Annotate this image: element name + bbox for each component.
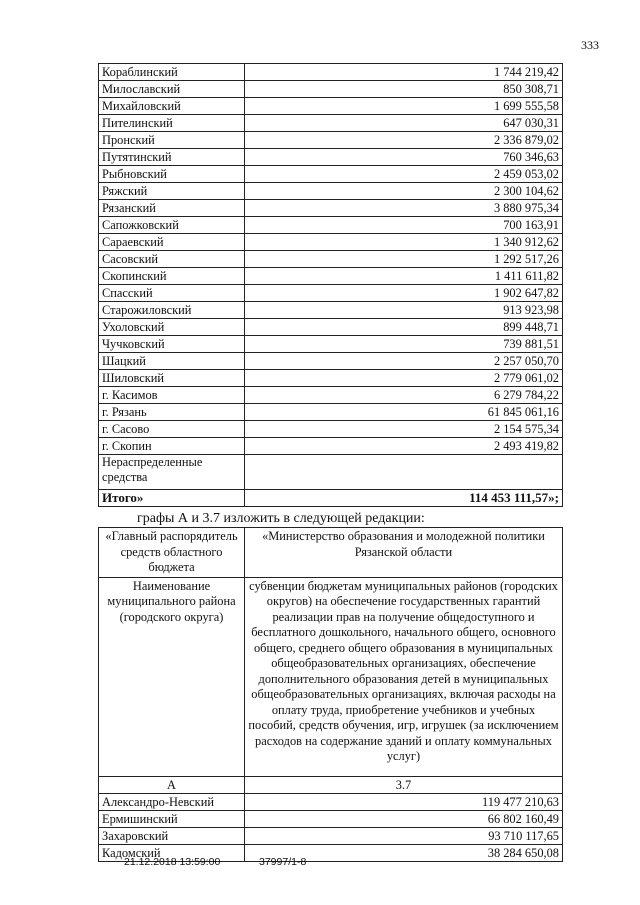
table-row [99,370,563,387]
district-amount: 739 881,51 [245,336,563,353]
table-row [99,81,563,98]
district-name: Ряжский [99,183,245,200]
district-name: Рязанский [99,200,245,217]
district-name: Спасский [99,285,245,302]
district-amount: 700 163,91 [245,217,563,234]
district-amount: 66 802 160,49 [245,810,563,827]
district-amount: 850 308,71 [245,81,563,98]
table-row [99,353,563,370]
district-amount: 913 923,98 [245,302,563,319]
header-row-description [99,577,563,776]
district-name: Чучковский [99,336,245,353]
district-amount: 2 779 061,02 [245,370,563,387]
district-name: г. Рязань [99,404,245,421]
table-row-total [99,490,563,507]
replacement-table [98,527,563,862]
table-row [99,793,563,810]
district-name: Старожиловский [99,302,245,319]
district-name: Пителинский [99,115,245,132]
district-amount: 2 154 575,34 [245,421,563,438]
column-index-a: А [99,776,245,793]
allocation-table [98,63,563,507]
table-row [99,115,563,132]
district-amount: 1 744 219,42 [245,64,563,81]
district-name: Захаровский [99,827,245,844]
table-row [99,183,563,200]
district-amount: 760 346,63 [245,149,563,166]
district-name: Сараевский [99,234,245,251]
district-name: Пронский [99,132,245,149]
district-amount: 2 300 104,62 [245,183,563,200]
table-row [99,387,563,404]
table-row [99,251,563,268]
table-row [99,336,563,353]
header-district-label: Наименование муниципального района (городского округа) [99,577,245,776]
table-row [99,421,563,438]
unallocated-label: Нераспределенные средства [99,455,245,490]
header-subvention-description: субвенции бюджетам муниципальных районов (городских округов) на обеспечение государственных гарантий реализации прав на получение общедоступного и бесплатного дошкольного, начального общего, основного общего, среднего общего образования в муниципальных общеобразовательных организациях, обеспечение дополнительного образования детей в муниципальных общеобразовательных организациях, включая расходы на оплату труда, приобретение учебников и учебных пособий, средств обучения, игр, игрушек (за исключением расходов на содержание зданий и оплату коммунальных услуг) [245,577,563,776]
district-name: Кораблинский [99,64,245,81]
table-row [99,166,563,183]
district-amount: 1 902 647,82 [245,285,563,302]
column-index-row [99,776,563,793]
district-name: Скопинский [99,268,245,285]
table-row [99,268,563,285]
replace-instruction: графы А и 3.7 изложить в следующей редакции: [137,511,425,526]
district-name: Ермишинский [99,810,245,827]
district-name: Шиловский [99,370,245,387]
table-row [99,64,563,81]
table-row [99,302,563,319]
district-name: Кадомский [99,844,245,861]
district-name: Александро-Невский [99,793,245,810]
footer-timestamp: 21.12.2018 13:59:00 [124,856,221,868]
table-row [99,285,563,302]
district-name: г. Скопин [99,438,245,455]
district-name: Милославский [99,81,245,98]
district-amount: 1 292 517,26 [245,251,563,268]
district-amount: 2 336 879,02 [245,132,563,149]
total-value: 114 453 111,57»; [245,490,563,507]
district-amount: 6 279 784,22 [245,387,563,404]
district-amount: 2 493 419,82 [245,438,563,455]
district-amount: 1 699 555,58 [245,98,563,115]
district-name: г. Касимов [99,387,245,404]
table-row-unallocated [99,455,563,490]
table-row [99,200,563,217]
district-amount: 119 477 210,63 [245,793,563,810]
table-row [99,98,563,115]
table-row [99,404,563,421]
district-amount: 2 459 053,02 [245,166,563,183]
district-name: Михайловский [99,98,245,115]
district-amount: 899 448,71 [245,319,563,336]
page-number: 333 [581,38,599,52]
district-name: Рыбновский [99,166,245,183]
header-distributor-label: «Главный распорядитель средств областного бюджета [99,528,245,578]
header-distributor-value: «Министерство образования и молодежной политики Рязанской области [245,528,563,578]
table-row [99,149,563,166]
total-label: Итого» [99,490,245,507]
district-name: Путятинский [99,149,245,166]
district-amount: 1 340 912,62 [245,234,563,251]
district-name: Сасовский [99,251,245,268]
table-row [99,132,563,149]
district-name: Ухоловский [99,319,245,336]
district-amount: 3 880 975,34 [245,200,563,217]
district-name: г. Сасово [99,421,245,438]
unallocated-value [245,455,563,490]
district-amount: 61 845 061,16 [245,404,563,421]
district-amount: 647 030,31 [245,115,563,132]
table-row [99,827,563,844]
district-amount: 1 411 611,82 [245,268,563,285]
district-name: Сапожковский [99,217,245,234]
district-amount: 2 257 050,70 [245,353,563,370]
table-row [99,217,563,234]
table-row [99,319,563,336]
district-name: Шацкий [99,353,245,370]
column-index-3-7: 3.7 [245,776,563,793]
district-amount: 38 284 650,08 [245,844,563,861]
table-row [99,234,563,251]
header-row-distributor [99,528,563,578]
table-row [99,810,563,827]
table-row [99,438,563,455]
district-amount: 93 710 117,65 [245,827,563,844]
footer-document-code: 37997/1-8 [259,856,307,868]
